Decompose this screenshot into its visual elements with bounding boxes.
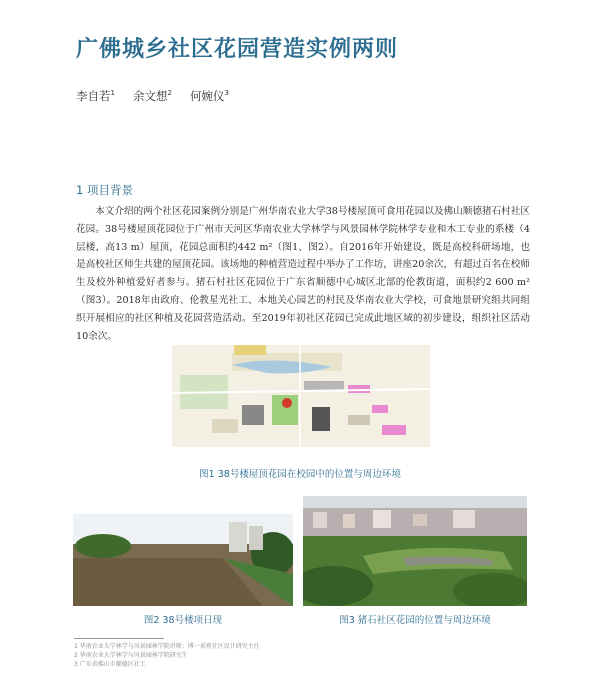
footnote: 1 华南农业大学林学与风景园林学院讲师；博一景观社区设计研究主任: [74, 643, 260, 650]
author: 李自若$^1$: [76, 89, 115, 103]
figure-3-caption: 图3 猪石社区花园的位置与周边环境: [339, 615, 491, 626]
figure-2-rooftop-photo: [73, 514, 293, 606]
figure-2-caption: 图2 38号楼项日现: [143, 615, 223, 626]
footnote: 3 广东省佛山市顺德区社工: [74, 661, 146, 668]
footnote: 2 华南农业大学林学与风景园林学院研究生: [74, 652, 188, 659]
footnote-divider: [74, 638, 164, 639]
author-list: [76, 88, 229, 104]
body-paragraph: 本文介绍的两个社区花园案例分别是广州华南农业大学38号楼屋顶可食用花园以及佛山顺德猪石村社区花园。38号楼屋顶花园位于广州市天河区华南农业大学林学与风景园林学院林学专业和木工专业的系楼（4层楼，高13 m）屋顶，花园总面积约442 m²（图1、图2）。自2016年开始建设，既是高校科研场地，也是高校社区师生共建的屋顶花园。该场地的种植营造过程中举办了工作坊，讲座20余次，有超过百名在校师生及校外种植爱好者参与。猪石村社区花园位于广东省顺德中心城区北部的伦教街道，面积约2 600 m²（图3）。2018年由政府、伦教星光社工、本地关心园艺的村民及华南农业大学校，可食地景研究组共同组织开展相应的社区种植及花园营造活动。至2019年初社区花园已完成此地区域的初步建设，组织社区活动10余次。: [76, 206, 530, 342]
figure-3-aerial-photo: [303, 496, 527, 606]
figure-1-caption: 图1 38号楼屋顶花园在校园中的位置与周边环境: [199, 469, 401, 480]
footnotes: [74, 642, 260, 669]
figure-1-campus-map: [172, 345, 430, 447]
author: 何婉仪$^3$: [189, 89, 229, 103]
section-heading: 1 项目背景: [76, 183, 133, 197]
author: 余文想$^2$: [132, 89, 172, 103]
paper-title: 广佛城乡社区花园营造实例两则: [76, 37, 399, 62]
